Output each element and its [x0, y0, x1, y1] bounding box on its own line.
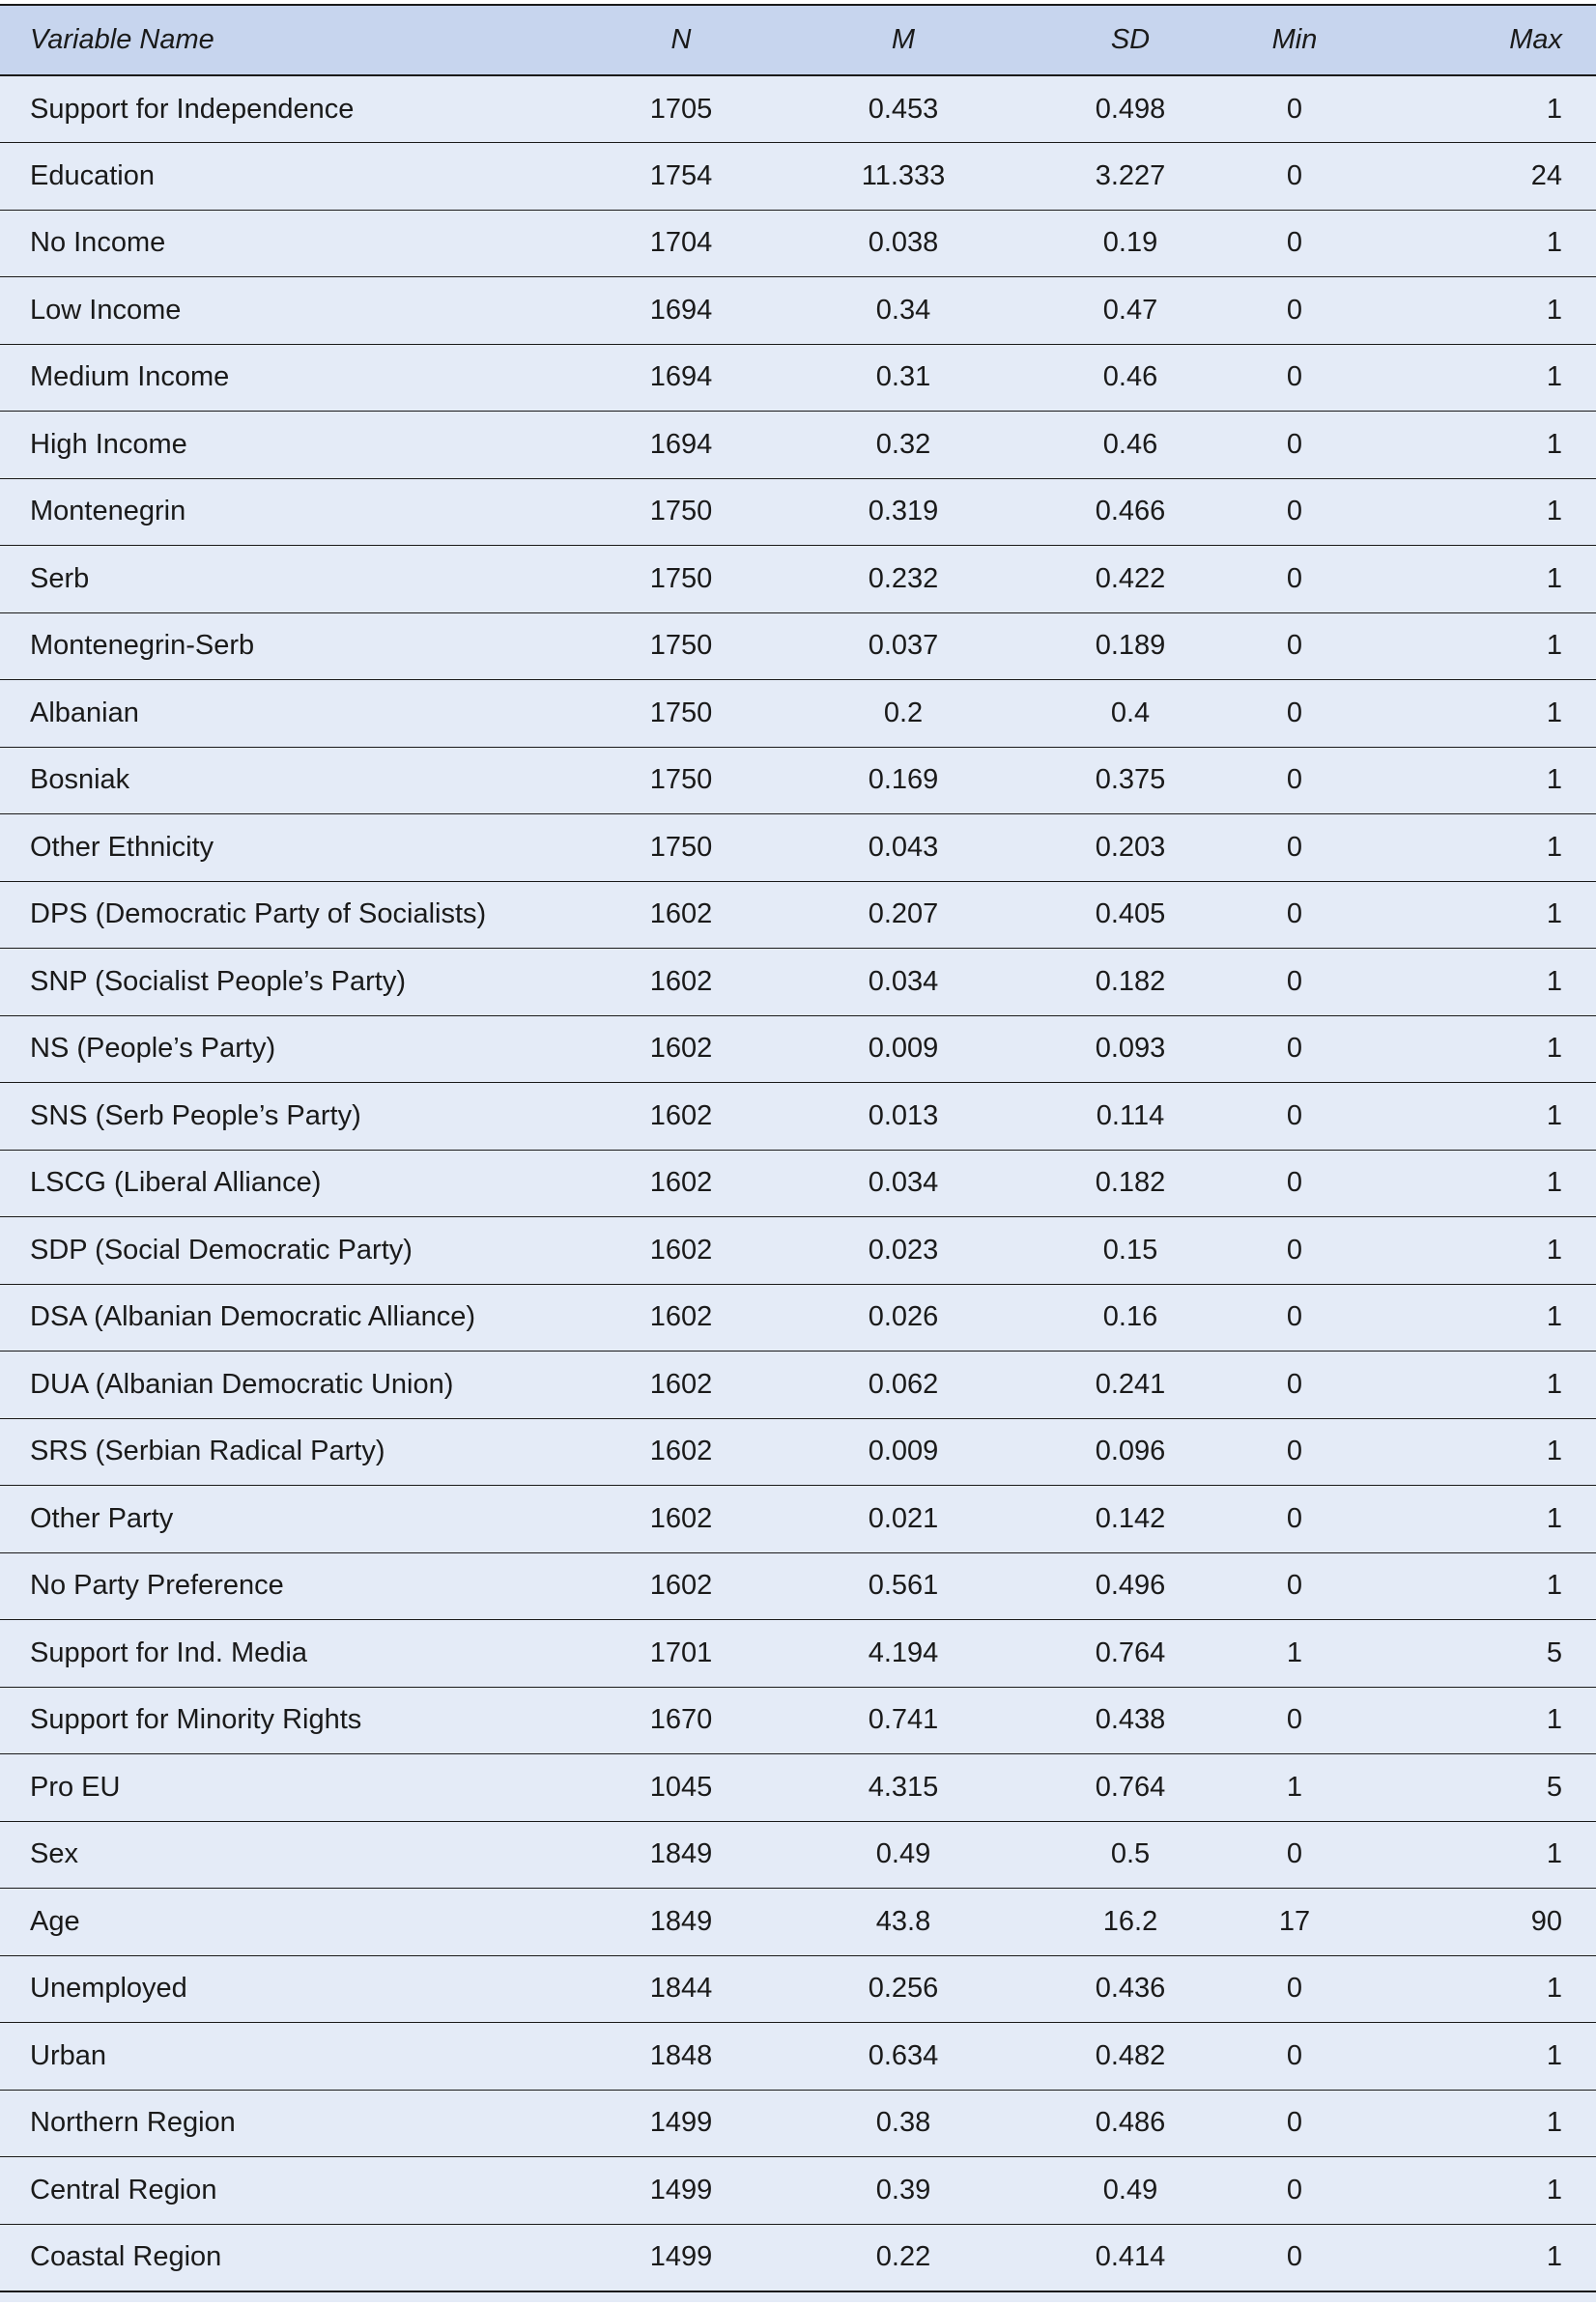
table-row [0, 2090, 1596, 2157]
mean-cell: 0.31 [744, 344, 1063, 412]
table-row [0, 412, 1596, 479]
min-cell: 0 [1198, 612, 1391, 680]
header-max: Max [1391, 5, 1596, 75]
variable-name-cell: Coastal Region [0, 2224, 618, 2291]
variable-name-cell: Low Income [0, 277, 618, 345]
header-row [0, 5, 1596, 75]
max-cell: 1 [1391, 814, 1596, 882]
variable-name-cell: Medium Income [0, 344, 618, 412]
max-cell: 1 [1391, 2023, 1596, 2091]
variable-name-cell: Serb [0, 546, 618, 613]
sd-cell: 16.2 [1063, 1889, 1198, 1956]
min-cell: 0 [1198, 1486, 1391, 1553]
mean-cell: 0.39 [744, 2157, 1063, 2225]
mean-cell: 0.009 [744, 1015, 1063, 1083]
sd-cell: 0.46 [1063, 412, 1198, 479]
max-cell: 1 [1391, 680, 1596, 748]
variable-name-cell: SNS (Serb People’s Party) [0, 1083, 618, 1151]
table-row [0, 814, 1596, 882]
mean-cell: 0.034 [744, 1150, 1063, 1217]
max-cell: 1 [1391, 1217, 1596, 1285]
table-row [0, 277, 1596, 345]
sd-cell: 0.496 [1063, 1552, 1198, 1620]
max-cell: 1 [1391, 881, 1596, 949]
sd-cell: 0.498 [1063, 75, 1198, 143]
variable-name-cell: DSA (Albanian Democratic Alliance) [0, 1284, 618, 1352]
variable-name-cell: No Party Preference [0, 1552, 618, 1620]
n-cell: 1602 [618, 1083, 744, 1151]
table-row [0, 881, 1596, 949]
max-cell: 1 [1391, 1284, 1596, 1352]
descriptive-statistics-table [0, 4, 1596, 2302]
mean-cell: 0.256 [744, 1955, 1063, 2023]
n-cell: 1694 [618, 277, 744, 345]
sd-cell: 0.375 [1063, 747, 1198, 814]
table-row [0, 1955, 1596, 2023]
table-row [0, 1552, 1596, 1620]
sd-cell: 0.466 [1063, 478, 1198, 546]
table-row [0, 344, 1596, 412]
variable-name-cell: Bosniak [0, 747, 618, 814]
n-cell: 1602 [618, 881, 744, 949]
mean-cell: 0.741 [744, 1687, 1063, 1754]
mean-cell: 0.319 [744, 478, 1063, 546]
sd-cell: 0.16 [1063, 1284, 1198, 1352]
n-cell: 1754 [618, 143, 744, 211]
mean-cell: 0.49 [744, 1821, 1063, 1889]
sd-cell: 0.5 [1063, 1821, 1198, 1889]
variable-name-cell: Central Region [0, 2157, 618, 2225]
sd-cell: 3.227 [1063, 143, 1198, 211]
variable-name-cell: Other Ethnicity [0, 814, 618, 882]
mean-cell: 0.013 [744, 1083, 1063, 1151]
n-cell: 1602 [618, 1217, 744, 1285]
min-cell: 0 [1198, 2224, 1391, 2291]
variable-name-cell: Urban [0, 2023, 618, 2091]
mean-cell: 0.561 [744, 1552, 1063, 1620]
table-row [0, 612, 1596, 680]
sd-cell: 0.438 [1063, 1687, 1198, 1754]
mean-cell: 0.34 [744, 277, 1063, 345]
max-cell: 1 [1391, 412, 1596, 479]
max-cell: 1 [1391, 747, 1596, 814]
max-cell: 24 [1391, 143, 1596, 211]
sd-cell: 0.093 [1063, 1015, 1198, 1083]
sd-cell: 0.182 [1063, 1150, 1198, 1217]
max-cell: 1 [1391, 344, 1596, 412]
min-cell: 0 [1198, 881, 1391, 949]
mean-cell: 11.333 [744, 143, 1063, 211]
max-cell: 1 [1391, 949, 1596, 1016]
variable-name-cell: DPS (Democratic Party of Socialists) [0, 881, 618, 949]
min-cell: 0 [1198, 277, 1391, 345]
min-cell: 1 [1198, 1620, 1391, 1688]
table-row [0, 1754, 1596, 1822]
n-cell: 1704 [618, 210, 744, 277]
n-cell: 1844 [618, 1955, 744, 2023]
mean-cell: 0.453 [744, 75, 1063, 143]
min-cell: 0 [1198, 1083, 1391, 1151]
table-row [0, 1150, 1596, 1217]
table-row [0, 1284, 1596, 1352]
table-row [0, 1821, 1596, 1889]
table-row [0, 747, 1596, 814]
variable-name-cell: Other Party [0, 1486, 618, 1553]
n-cell: 1701 [618, 1620, 744, 1688]
n-cell: 1499 [618, 2224, 744, 2291]
min-cell: 0 [1198, 1352, 1391, 1419]
mean-cell: 0.634 [744, 2023, 1063, 2091]
table-row [0, 2023, 1596, 2091]
variable-name-cell: SNP (Socialist People’s Party) [0, 949, 618, 1016]
n-cell: 1602 [618, 1150, 744, 1217]
min-cell: 0 [1198, 1217, 1391, 1285]
max-cell: 1 [1391, 2090, 1596, 2157]
n-cell: 1694 [618, 344, 744, 412]
min-cell: 0 [1198, 412, 1391, 479]
sd-cell: 0.422 [1063, 546, 1198, 613]
table-row [0, 546, 1596, 613]
max-cell: 1 [1391, 1418, 1596, 1486]
n-cell: 1602 [618, 1486, 744, 1553]
min-cell: 0 [1198, 2157, 1391, 2225]
n-cell: 1045 [618, 1754, 744, 1822]
min-cell: 0 [1198, 1955, 1391, 2023]
mean-cell: 0.023 [744, 1217, 1063, 1285]
max-cell: 1 [1391, 1352, 1596, 1419]
mean-cell: 4.194 [744, 1620, 1063, 1688]
max-cell: 1 [1391, 277, 1596, 345]
variable-name-cell: High Income [0, 412, 618, 479]
sd-cell: 0.182 [1063, 949, 1198, 1016]
mean-cell: 0.026 [744, 1284, 1063, 1352]
max-cell: 1 [1391, 1083, 1596, 1151]
variable-name-cell: Age [0, 1889, 618, 1956]
max-cell: 90 [1391, 1889, 1596, 1956]
mean-cell: 0.2 [744, 680, 1063, 748]
max-cell: 5 [1391, 1754, 1596, 1822]
n-cell: 1848 [618, 2023, 744, 2091]
max-cell: 1 [1391, 612, 1596, 680]
mean-cell: 0.32 [744, 412, 1063, 479]
n-cell: 1705 [618, 75, 744, 143]
table-row [0, 1015, 1596, 1083]
max-cell: 1 [1391, 1486, 1596, 1553]
min-cell: 0 [1198, 1150, 1391, 1217]
max-cell: 1 [1391, 1955, 1596, 2023]
max-cell: 1 [1391, 1687, 1596, 1754]
sd-cell: 0.405 [1063, 881, 1198, 949]
header-variable-name: Variable Name [0, 5, 618, 75]
table-row [0, 478, 1596, 546]
variable-name-cell: Sex [0, 1821, 618, 1889]
sd-cell: 0.189 [1063, 612, 1198, 680]
stats-table [0, 4, 1596, 2292]
min-cell: 0 [1198, 680, 1391, 748]
n-cell: 1849 [618, 1821, 744, 1889]
min-cell: 0 [1198, 143, 1391, 211]
table-row [0, 1889, 1596, 1956]
n-cell: 1750 [618, 546, 744, 613]
min-cell: 0 [1198, 1015, 1391, 1083]
n-cell: 1602 [618, 1418, 744, 1486]
table-row [0, 1687, 1596, 1754]
table-body [0, 75, 1596, 2291]
max-cell: 1 [1391, 546, 1596, 613]
mean-cell: 4.315 [744, 1754, 1063, 1822]
min-cell: 0 [1198, 210, 1391, 277]
variable-name-cell: SRS (Serbian Radical Party) [0, 1418, 618, 1486]
sd-cell: 0.482 [1063, 2023, 1198, 2091]
variable-name-cell: SDP (Social Democratic Party) [0, 1217, 618, 1285]
table-row [0, 1620, 1596, 1688]
n-cell: 1602 [618, 1552, 744, 1620]
sd-cell: 0.114 [1063, 1083, 1198, 1151]
max-cell: 1 [1391, 1821, 1596, 1889]
min-cell: 0 [1198, 75, 1391, 143]
max-cell: 1 [1391, 210, 1596, 277]
min-cell: 0 [1198, 1284, 1391, 1352]
mean-cell: 0.043 [744, 814, 1063, 882]
sd-cell: 0.764 [1063, 1754, 1198, 1822]
sd-cell: 0.4 [1063, 680, 1198, 748]
n-cell: 1499 [618, 2157, 744, 2225]
header-n: N [618, 5, 744, 75]
sd-cell: 0.414 [1063, 2224, 1198, 2291]
table-row [0, 1418, 1596, 1486]
mean-cell: 0.38 [744, 2090, 1063, 2157]
table-row [0, 680, 1596, 748]
max-cell: 1 [1391, 2224, 1596, 2291]
n-cell: 1602 [618, 1352, 744, 1419]
n-cell: 1750 [618, 478, 744, 546]
table-row [0, 75, 1596, 143]
table-row [0, 1083, 1596, 1151]
table-row [0, 210, 1596, 277]
mean-cell: 0.169 [744, 747, 1063, 814]
mean-cell: 43.8 [744, 1889, 1063, 1956]
max-cell: 1 [1391, 1015, 1596, 1083]
variable-name-cell: Support for Independence [0, 75, 618, 143]
mean-cell: 0.021 [744, 1486, 1063, 1553]
table-row [0, 1352, 1596, 1419]
variable-name-cell: Pro EU [0, 1754, 618, 1822]
sd-cell: 0.49 [1063, 2157, 1198, 2225]
sd-cell: 0.486 [1063, 2090, 1198, 2157]
min-cell: 0 [1198, 814, 1391, 882]
sd-cell: 0.241 [1063, 1352, 1198, 1419]
min-cell: 0 [1198, 546, 1391, 613]
max-cell: 1 [1391, 75, 1596, 143]
variable-name-cell: Albanian [0, 680, 618, 748]
sd-cell: 0.436 [1063, 1955, 1198, 2023]
variable-name-cell: Northern Region [0, 2090, 618, 2157]
n-cell: 1602 [618, 949, 744, 1016]
min-cell: 0 [1198, 2090, 1391, 2157]
variable-name-cell: Support for Ind. Media [0, 1620, 618, 1688]
mean-cell: 0.232 [744, 546, 1063, 613]
variable-name-cell: Unemployed [0, 1955, 618, 2023]
n-cell: 1602 [618, 1284, 744, 1352]
mean-cell: 0.062 [744, 1352, 1063, 1419]
mean-cell: 0.034 [744, 949, 1063, 1016]
sd-cell: 0.764 [1063, 1620, 1198, 1688]
n-cell: 1499 [618, 2090, 744, 2157]
table-row [0, 949, 1596, 1016]
min-cell: 0 [1198, 1552, 1391, 1620]
min-cell: 0 [1198, 344, 1391, 412]
table-row [0, 1217, 1596, 1285]
variable-name-cell: Montenegrin [0, 478, 618, 546]
n-cell: 1670 [618, 1687, 744, 1754]
n-cell: 1602 [618, 1015, 744, 1083]
max-cell: 1 [1391, 2157, 1596, 2225]
mean-cell: 0.037 [744, 612, 1063, 680]
variable-name-cell: Montenegrin-Serb [0, 612, 618, 680]
table-row [0, 2224, 1596, 2291]
table-row [0, 2157, 1596, 2225]
n-cell: 1750 [618, 612, 744, 680]
min-cell: 1 [1198, 1754, 1391, 1822]
mean-cell: 0.009 [744, 1418, 1063, 1486]
n-cell: 1849 [618, 1889, 744, 1956]
table-row [0, 1486, 1596, 1553]
sd-cell: 0.46 [1063, 344, 1198, 412]
sd-cell: 0.47 [1063, 277, 1198, 345]
max-cell: 5 [1391, 1620, 1596, 1688]
header-sd: SD [1063, 5, 1198, 75]
table-header [0, 5, 1596, 75]
min-cell: 0 [1198, 1821, 1391, 1889]
sd-cell: 0.142 [1063, 1486, 1198, 1553]
variable-name-cell: Education [0, 143, 618, 211]
mean-cell: 0.207 [744, 881, 1063, 949]
min-cell: 17 [1198, 1889, 1391, 1956]
min-cell: 0 [1198, 1418, 1391, 1486]
min-cell: 0 [1198, 2023, 1391, 2091]
min-cell: 0 [1198, 1687, 1391, 1754]
n-cell: 1750 [618, 680, 744, 748]
max-cell: 1 [1391, 478, 1596, 546]
max-cell: 1 [1391, 1552, 1596, 1620]
min-cell: 0 [1198, 949, 1391, 1016]
header-min: Min [1198, 5, 1391, 75]
variable-name-cell: Support for Minority Rights [0, 1687, 618, 1754]
variable-name-cell: LSCG (Liberal Alliance) [0, 1150, 618, 1217]
min-cell: 0 [1198, 478, 1391, 546]
n-cell: 1750 [618, 814, 744, 882]
variable-name-cell: NS (People’s Party) [0, 1015, 618, 1083]
variable-name-cell: DUA (Albanian Democratic Union) [0, 1352, 618, 1419]
n-cell: 1750 [618, 747, 744, 814]
min-cell: 0 [1198, 747, 1391, 814]
table-row [0, 143, 1596, 211]
mean-cell: 0.038 [744, 210, 1063, 277]
header-mean: M [744, 5, 1063, 75]
sd-cell: 0.15 [1063, 1217, 1198, 1285]
mean-cell: 0.22 [744, 2224, 1063, 2291]
variable-name-cell: No Income [0, 210, 618, 277]
sd-cell: 0.19 [1063, 210, 1198, 277]
n-cell: 1694 [618, 412, 744, 479]
sd-cell: 0.203 [1063, 814, 1198, 882]
max-cell: 1 [1391, 1150, 1596, 1217]
sd-cell: 0.096 [1063, 1418, 1198, 1486]
